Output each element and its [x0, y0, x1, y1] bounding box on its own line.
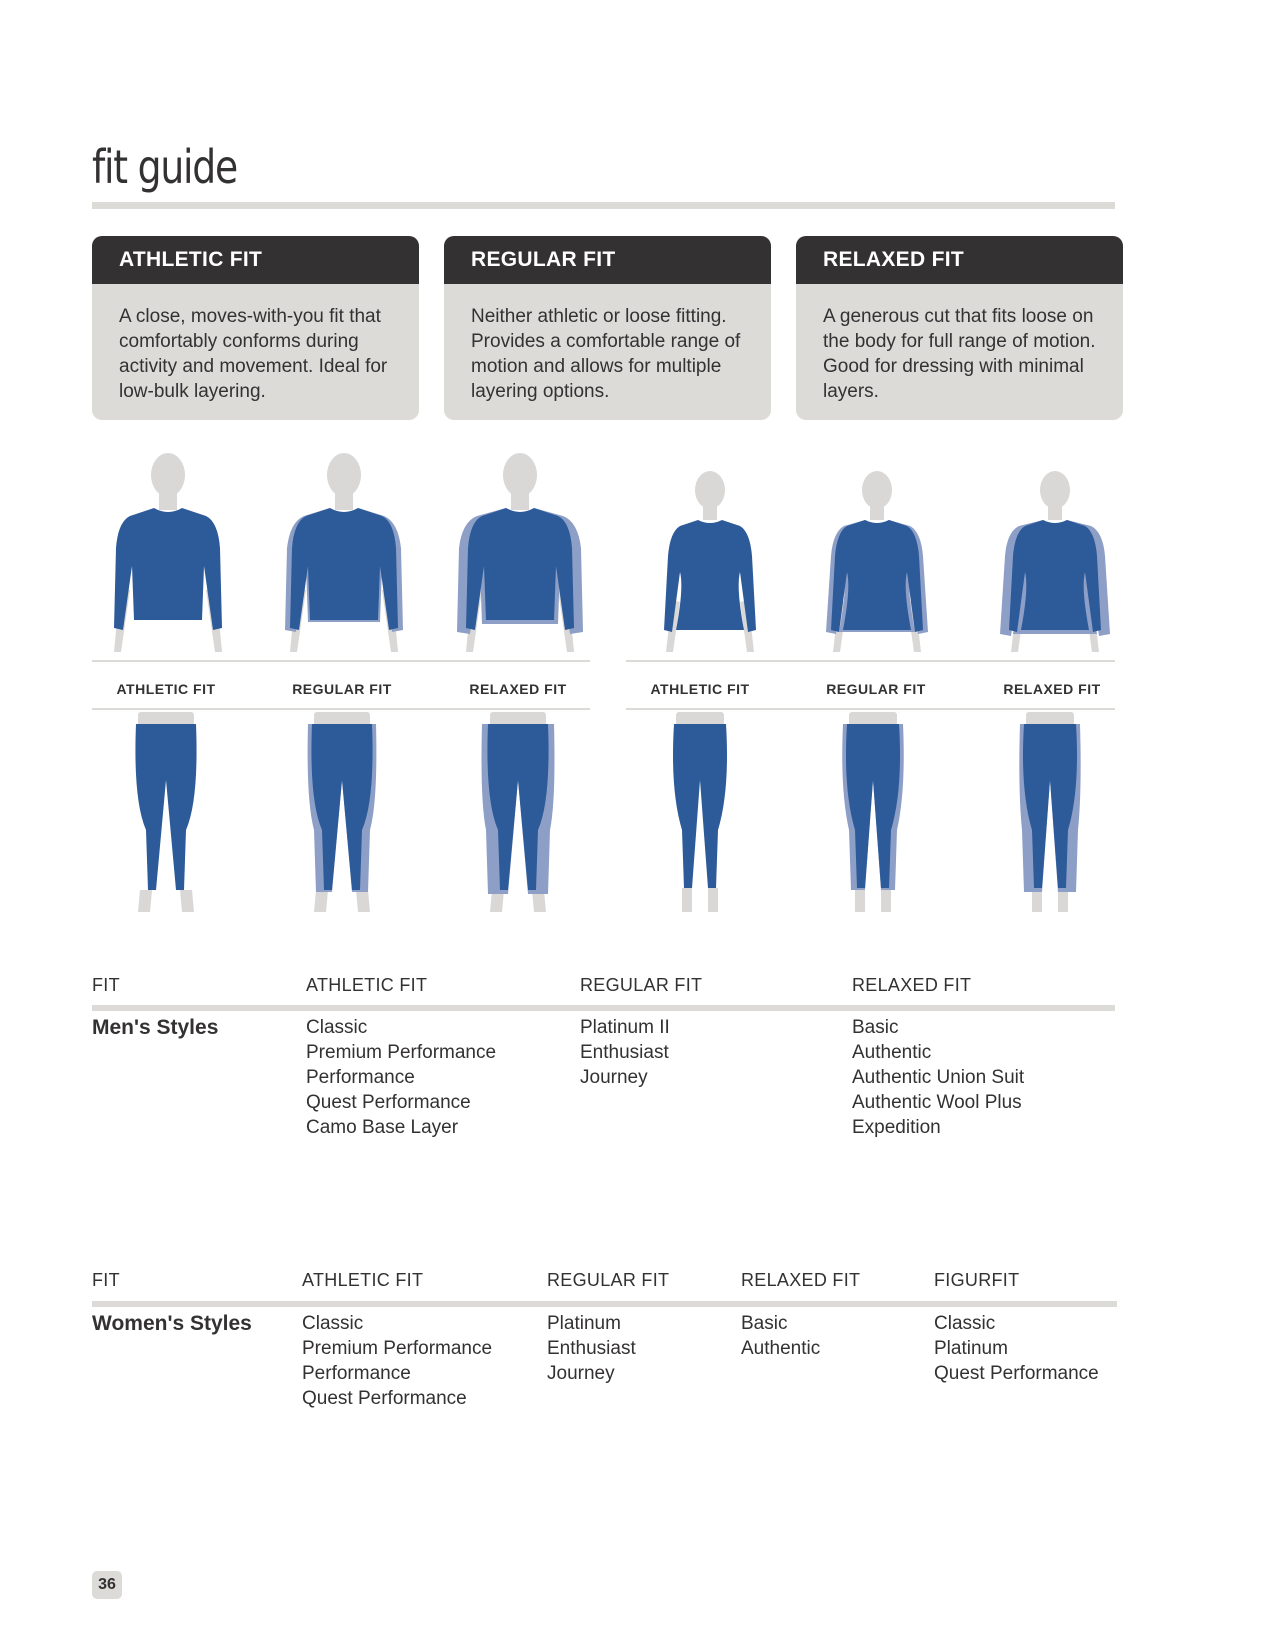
list-item: Journey [547, 1363, 615, 1384]
womens-table-header-regular: REGULAR FIT [547, 1270, 670, 1290]
mens-athletic-list [306, 1015, 496, 1140]
list-item: Enthusiast [547, 1338, 636, 1359]
list-item: Journey [580, 1067, 648, 1088]
list-item: Platinum [547, 1313, 621, 1334]
womens-regular-list [547, 1311, 636, 1386]
figure-label-mens-relaxed: RELAXED FIT [469, 681, 567, 697]
figure-label-womens-athletic: ATHLETIC FIT [650, 681, 750, 697]
list-item: Classic [934, 1313, 996, 1334]
list-item: Quest Performance [934, 1363, 1099, 1384]
figure-label-womens-regular: REGULAR FIT [826, 681, 926, 697]
list-item: Authentic Wool Plus [852, 1092, 1022, 1113]
mens-table-header-athletic: ATHLETIC FIT [306, 975, 428, 995]
mens-table-header-fit: FIT [92, 975, 120, 995]
fit-card-description: A close, moves-with-you fit that comfortably conforms during activity and movement. Ideal for low-bulk layering. [119, 306, 388, 402]
list-item: Platinum [934, 1338, 1008, 1359]
list-item: Premium Performance [302, 1338, 493, 1359]
womens-top-regular [826, 471, 928, 652]
womens-table-header-fit: FIT [92, 1270, 120, 1290]
womens-bottom-athletic [673, 712, 727, 912]
list-item: Basic [741, 1313, 788, 1334]
list-item: Quest Performance [302, 1388, 467, 1409]
list-item: Performance [302, 1363, 411, 1384]
womens-table-header-athletic: ATHLETIC FIT [302, 1270, 424, 1290]
mens-top-relaxed [457, 453, 583, 652]
mens-bottom-relaxed [482, 712, 555, 912]
mens-bottom-athletic [135, 712, 196, 912]
figure-divider-bottom-mens [92, 708, 590, 710]
list-item: Basic [852, 1017, 899, 1038]
figure-label-mens-athletic: ATHLETIC FIT [116, 681, 216, 697]
fit-card-description: A generous cut that fits loose on the body for full range of motion. Good for dressing with minimal layers. [823, 306, 1096, 402]
list-item: Classic [306, 1017, 368, 1038]
womens-styles-label: Women's Styles [92, 1312, 252, 1335]
page-title: fit guide [92, 140, 237, 194]
fit-card-description: Neither athletic or loose fitting. Provides a comfortable range of motion and allows for multiple layering options. [471, 306, 741, 402]
page-number: 36 [92, 1571, 122, 1599]
list-item: Classic [302, 1313, 364, 1334]
figure-label-mens-regular: REGULAR FIT [292, 681, 392, 697]
list-item: Premium Performance [306, 1042, 497, 1063]
womens-athletic-list [302, 1311, 492, 1411]
fit-card-title: ATHLETIC FIT [92, 236, 419, 284]
fit-card-title: RELAXED FIT [796, 236, 1123, 284]
list-item: Enthusiast [580, 1042, 669, 1063]
womens-bottom-regular [842, 712, 904, 912]
womens-top-relaxed [1000, 471, 1110, 652]
list-item: Authentic Union Suit [852, 1067, 1025, 1088]
womens-table-rule [92, 1301, 1117, 1307]
list-item: Authentic [741, 1338, 821, 1359]
list-item: Camo Base Layer [306, 1117, 459, 1138]
figure-label-womens-relaxed: RELAXED FIT [1003, 681, 1101, 697]
mens-bottom-regular [308, 712, 377, 912]
mens-table-rule [92, 1005, 1115, 1011]
womens-table-header-figurfit: FIGURFIT [934, 1270, 1020, 1290]
mens-table-header-relaxed: RELAXED FIT [852, 975, 972, 995]
mens-top-regular [285, 453, 403, 652]
figure-divider-top-womens [626, 660, 1115, 662]
fit-card-title: REGULAR FIT [444, 236, 771, 284]
figure-divider-top-mens [92, 660, 590, 662]
list-item: Expedition [852, 1117, 941, 1138]
mens-relaxed-list [852, 1015, 1024, 1140]
mens-table-header-regular: REGULAR FIT [580, 975, 703, 995]
womens-figurfit-list [934, 1311, 1099, 1386]
mens-styles-label: Men's Styles [92, 1016, 219, 1039]
womens-top-athletic [664, 471, 756, 652]
womens-table-header-relaxed: RELAXED FIT [741, 1270, 861, 1290]
list-item: Platinum II [580, 1017, 670, 1038]
list-item: Performance [306, 1067, 415, 1088]
mens-regular-list [580, 1015, 670, 1090]
list-item: Authentic [852, 1042, 932, 1063]
figure-divider-bottom-womens [626, 708, 1115, 710]
list-item: Quest Performance [306, 1092, 471, 1113]
womens-relaxed-list [741, 1311, 820, 1361]
mens-top-athletic [114, 453, 222, 652]
womens-bottom-relaxed [1019, 712, 1080, 912]
